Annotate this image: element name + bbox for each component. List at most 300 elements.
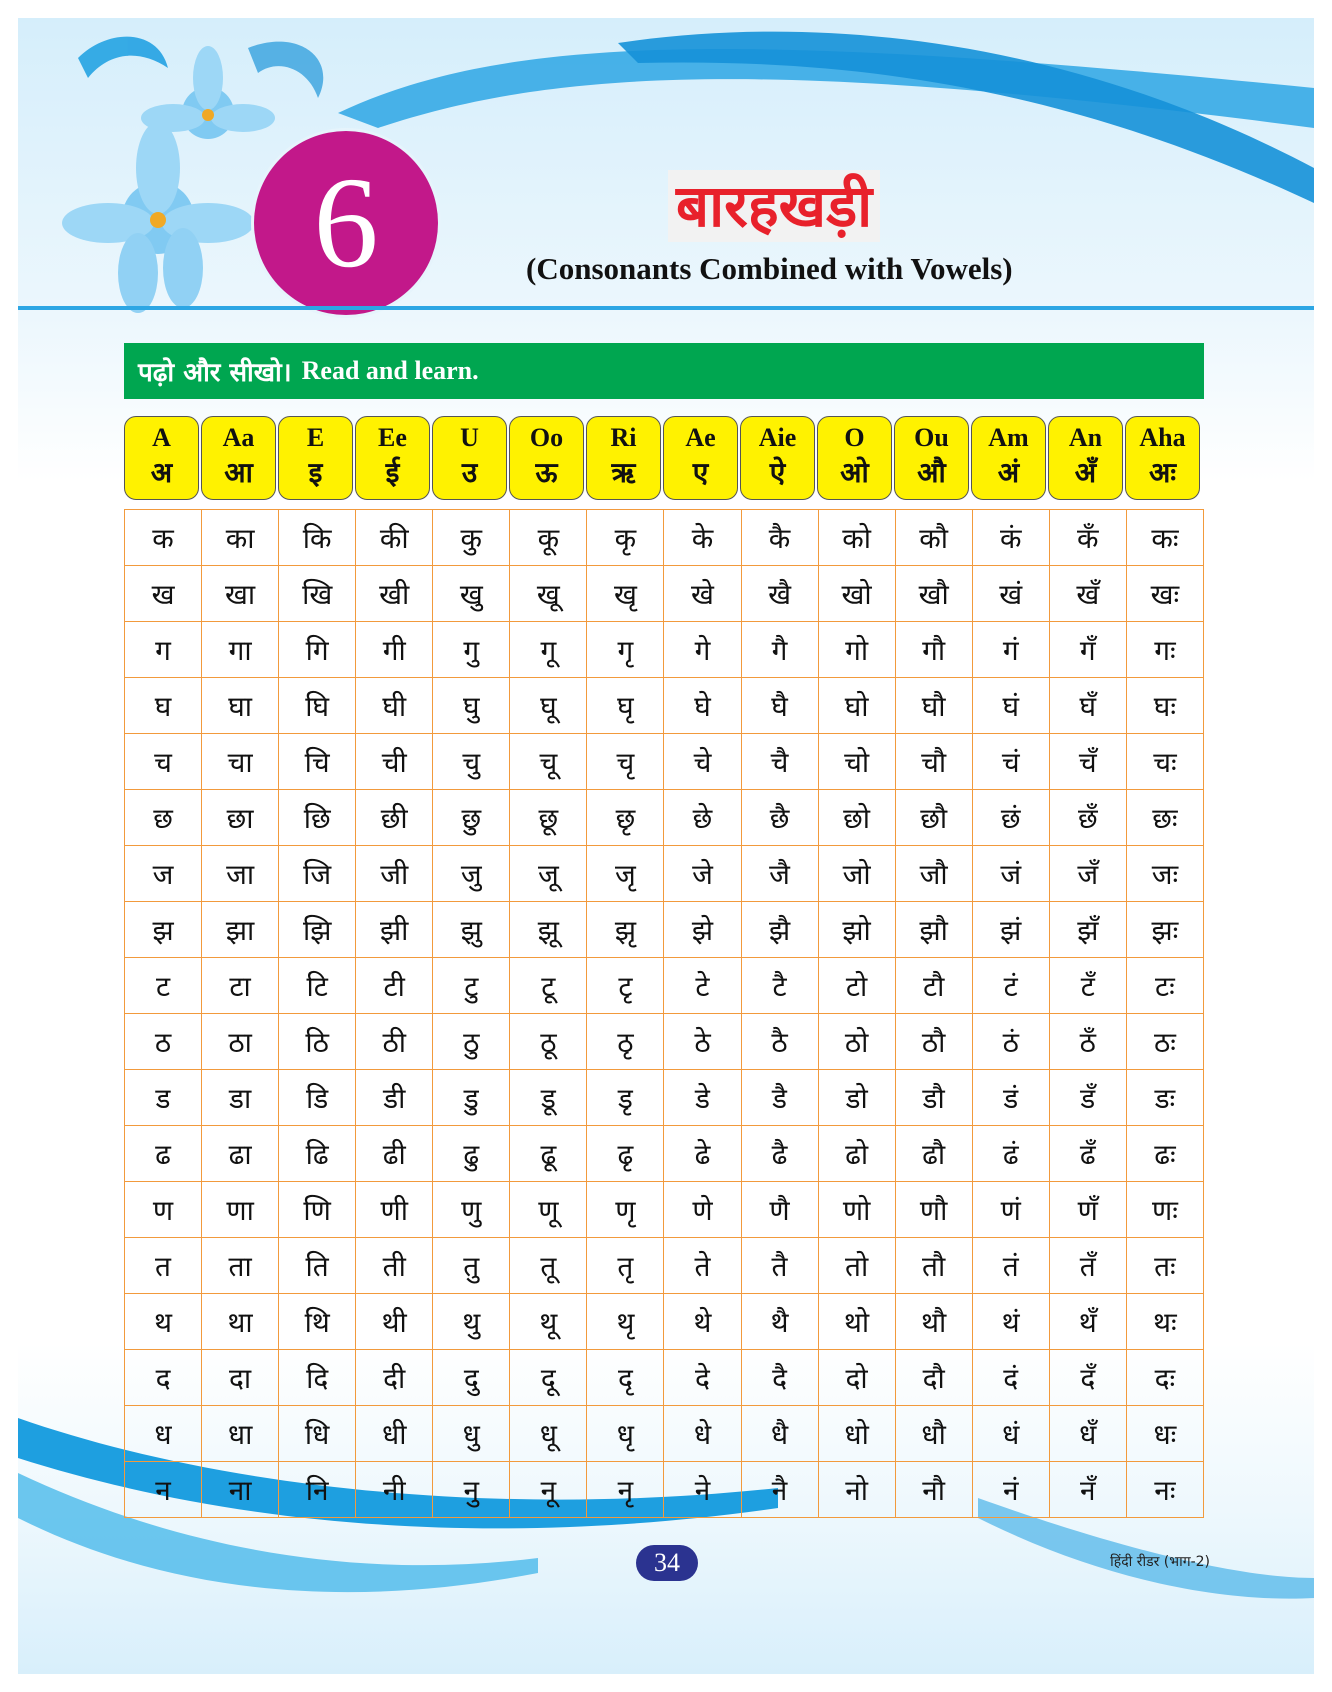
syllable-cell: ते bbox=[664, 1238, 741, 1294]
syllable-cell: झे bbox=[664, 902, 741, 958]
instruction-hindi: पढ़ो और सीखो। bbox=[138, 358, 292, 388]
syllable-cell: चृ bbox=[587, 734, 664, 790]
syllable-cell: कि bbox=[279, 510, 356, 566]
vowel-devanagari: उ bbox=[461, 456, 478, 489]
page-number-badge: 34 bbox=[636, 1545, 698, 1581]
syllable-cell: खः bbox=[1126, 566, 1203, 622]
syllable-cell: डे bbox=[664, 1070, 741, 1126]
syllable-cell: द bbox=[125, 1350, 202, 1406]
page bbox=[18, 18, 1314, 1674]
vowel-roman: Ee bbox=[378, 423, 407, 452]
vowel-cell bbox=[355, 416, 430, 500]
syllable-cell: खि bbox=[279, 566, 356, 622]
syllable-cell: छो bbox=[818, 790, 895, 846]
syllable-cell: टा bbox=[202, 958, 279, 1014]
syllable-cell: जँ bbox=[1049, 846, 1126, 902]
syllable-cell: घः bbox=[1126, 678, 1203, 734]
syllable-cell: घी bbox=[356, 678, 433, 734]
vowel-header-row bbox=[124, 416, 1204, 500]
syllable-cell: दु bbox=[433, 1350, 510, 1406]
syllable-cell: चू bbox=[510, 734, 587, 790]
syllable-cell: कू bbox=[510, 510, 587, 566]
syllable-cell: ठे bbox=[664, 1014, 741, 1070]
syllable-cell: टृ bbox=[587, 958, 664, 1014]
syllable-cell: डा bbox=[202, 1070, 279, 1126]
syllable-cell: टो bbox=[818, 958, 895, 1014]
syllable-cell: दं bbox=[972, 1350, 1049, 1406]
syllable-cell: टि bbox=[279, 958, 356, 1014]
syllable-cell: ढि bbox=[279, 1126, 356, 1182]
syllable-cell: जो bbox=[818, 846, 895, 902]
syllable-cell: तृ bbox=[587, 1238, 664, 1294]
syllable-cell: टौ bbox=[895, 958, 972, 1014]
syllable-cell: जृ bbox=[587, 846, 664, 902]
syllable-cell: टू bbox=[510, 958, 587, 1014]
syllable-cell: तं bbox=[972, 1238, 1049, 1294]
vowel-roman: A bbox=[152, 423, 171, 452]
vowel-devanagari: ई bbox=[385, 456, 400, 489]
syllable-cell: धे bbox=[664, 1406, 741, 1462]
syllable-cell: थी bbox=[356, 1294, 433, 1350]
syllable-cell: णै bbox=[741, 1182, 818, 1238]
instruction-english: Read and learn. bbox=[301, 356, 479, 385]
syllable-cell: जं bbox=[972, 846, 1049, 902]
syllable-cell: ठु bbox=[433, 1014, 510, 1070]
table-row bbox=[125, 678, 1204, 734]
vowel-cell bbox=[740, 416, 815, 500]
syllable-cell: जू bbox=[510, 846, 587, 902]
syllable-cell: कँ bbox=[1049, 510, 1126, 566]
syllable-cell: खे bbox=[664, 566, 741, 622]
syllable-cell: छौ bbox=[895, 790, 972, 846]
vowel-cell bbox=[663, 416, 738, 500]
syllable-cell: नं bbox=[972, 1462, 1049, 1518]
syllable-cell: छे bbox=[664, 790, 741, 846]
syllable-cell: घ bbox=[125, 678, 202, 734]
vowel-devanagari: आ bbox=[224, 456, 253, 489]
syllable-cell: नृ bbox=[587, 1462, 664, 1518]
syllable-cell: झो bbox=[818, 902, 895, 958]
table-row bbox=[125, 902, 1204, 958]
syllable-cell: घृ bbox=[587, 678, 664, 734]
syllable-cell: घं bbox=[972, 678, 1049, 734]
syllable-cell: झ bbox=[125, 902, 202, 958]
syllable-cell: चं bbox=[972, 734, 1049, 790]
vowel-roman: Ri bbox=[610, 423, 637, 452]
syllable-cell: थँ bbox=[1049, 1294, 1126, 1350]
syllable-cell: थे bbox=[664, 1294, 741, 1350]
syllable-cell: चि bbox=[279, 734, 356, 790]
syllable-cell: धः bbox=[1126, 1406, 1203, 1462]
header-divider bbox=[18, 306, 1314, 310]
syllable-cell: णृ bbox=[587, 1182, 664, 1238]
syllable-cell: ना bbox=[202, 1462, 279, 1518]
syllable-cell: गै bbox=[741, 622, 818, 678]
page-title-hindi: बारहखड़ी bbox=[668, 170, 880, 242]
vowel-cell bbox=[201, 416, 276, 500]
syllable-cell: जे bbox=[664, 846, 741, 902]
syllable-cell: गौ bbox=[895, 622, 972, 678]
syllable-cell: ता bbox=[202, 1238, 279, 1294]
syllable-cell: धृ bbox=[587, 1406, 664, 1462]
syllable-cell: ध bbox=[125, 1406, 202, 1462]
syllable-cell: णी bbox=[356, 1182, 433, 1238]
syllable-cell: णं bbox=[972, 1182, 1049, 1238]
syllable-cell: जि bbox=[279, 846, 356, 902]
syllable-cell: टँ bbox=[1049, 958, 1126, 1014]
syllable-cell: णा bbox=[202, 1182, 279, 1238]
vowel-roman: An bbox=[1068, 423, 1103, 452]
syllable-cell: ड bbox=[125, 1070, 202, 1126]
syllable-cell: चौ bbox=[895, 734, 972, 790]
vowel-devanagari: ऊ bbox=[535, 456, 558, 489]
table-row bbox=[125, 566, 1204, 622]
syllable-cell: घै bbox=[741, 678, 818, 734]
vowel-devanagari: औ bbox=[917, 456, 946, 489]
syllable-cell: छू bbox=[510, 790, 587, 846]
syllable-cell: तः bbox=[1126, 1238, 1203, 1294]
syllable-cell: डृ bbox=[587, 1070, 664, 1126]
table-row bbox=[125, 622, 1204, 678]
syllable-cell: गे bbox=[664, 622, 741, 678]
syllable-cell: घु bbox=[433, 678, 510, 734]
syllable-cell: ठं bbox=[972, 1014, 1049, 1070]
syllable-cell: ठा bbox=[202, 1014, 279, 1070]
syllable-cell: कौ bbox=[895, 510, 972, 566]
syllable-cell: घू bbox=[510, 678, 587, 734]
vowel-roman: O bbox=[844, 423, 865, 452]
syllable-cell: थि bbox=[279, 1294, 356, 1350]
syllable-cell: नु bbox=[433, 1462, 510, 1518]
syllable-cell: तू bbox=[510, 1238, 587, 1294]
syllable-cell: डै bbox=[741, 1070, 818, 1126]
syllable-cell: तै bbox=[741, 1238, 818, 1294]
syllable-cell: नि bbox=[279, 1462, 356, 1518]
syllable-cell: का bbox=[202, 510, 279, 566]
syllable-cell: खा bbox=[202, 566, 279, 622]
syllable-cell: ने bbox=[664, 1462, 741, 1518]
vowel-roman: Ou bbox=[914, 423, 949, 452]
syllable-cell: तौ bbox=[895, 1238, 972, 1294]
syllable-cell: धू bbox=[510, 1406, 587, 1462]
vowel-devanagari: अँ bbox=[1074, 456, 1097, 489]
table-row bbox=[125, 1126, 1204, 1182]
syllable-cell: नै bbox=[741, 1462, 818, 1518]
syllable-cell: त bbox=[125, 1238, 202, 1294]
syllable-cell: णः bbox=[1126, 1182, 1203, 1238]
syllable-cell: दे bbox=[664, 1350, 741, 1406]
syllable-cell: झँ bbox=[1049, 902, 1126, 958]
syllable-cell: खु bbox=[433, 566, 510, 622]
syllable-cell: नौ bbox=[895, 1462, 972, 1518]
syllable-cell: दौ bbox=[895, 1350, 972, 1406]
syllable-cell: नी bbox=[356, 1462, 433, 1518]
syllable-cell: णो bbox=[818, 1182, 895, 1238]
syllable-cell: ठू bbox=[510, 1014, 587, 1070]
book-title: हिंदी रीडर (भाग-2) bbox=[1110, 1554, 1210, 1570]
syllable-cell: गि bbox=[279, 622, 356, 678]
syllable-cell: थो bbox=[818, 1294, 895, 1350]
syllable-cell: धो bbox=[818, 1406, 895, 1462]
syllable-cell: झै bbox=[741, 902, 818, 958]
vowel-cell bbox=[1048, 416, 1123, 500]
syllable-cell: थ bbox=[125, 1294, 202, 1350]
syllable-cell: गँ bbox=[1049, 622, 1126, 678]
vowel-roman: Aa bbox=[222, 423, 255, 452]
syllable-cell: ढा bbox=[202, 1126, 279, 1182]
syllable-cell: ख bbox=[125, 566, 202, 622]
syllable-cell: ढं bbox=[972, 1126, 1049, 1182]
syllable-cell: ठ bbox=[125, 1014, 202, 1070]
vowel-roman: Oo bbox=[529, 423, 564, 452]
syllable-cell: ढै bbox=[741, 1126, 818, 1182]
syllable-cell: टे bbox=[664, 958, 741, 1014]
table-row bbox=[125, 1350, 1204, 1406]
vowel-cell bbox=[509, 416, 584, 500]
syllable-cell: ठि bbox=[279, 1014, 356, 1070]
syllable-cell: को bbox=[818, 510, 895, 566]
syllable-cell: दृ bbox=[587, 1350, 664, 1406]
syllable-cell: थै bbox=[741, 1294, 818, 1350]
syllable-cell: दि bbox=[279, 1350, 356, 1406]
syllable-cell: झु bbox=[433, 902, 510, 958]
instruction-bar bbox=[124, 343, 1204, 399]
syllable-cell: णौ bbox=[895, 1182, 972, 1238]
syllable-cell: खँ bbox=[1049, 566, 1126, 622]
syllable-cell: जौ bbox=[895, 846, 972, 902]
syllable-cell: नू bbox=[510, 1462, 587, 1518]
syllable-cell: चै bbox=[741, 734, 818, 790]
syllable-cell: छः bbox=[1126, 790, 1203, 846]
syllable-cell: छ bbox=[125, 790, 202, 846]
syllable-cell: टी bbox=[356, 958, 433, 1014]
syllable-cell: णु bbox=[433, 1182, 510, 1238]
syllable-cell: छा bbox=[202, 790, 279, 846]
syllable-cell: चा bbox=[202, 734, 279, 790]
syllable-cell: झौ bbox=[895, 902, 972, 958]
vowel-roman: Aie bbox=[758, 423, 797, 452]
syllable-cell: छि bbox=[279, 790, 356, 846]
syllable-cell: झू bbox=[510, 902, 587, 958]
syllable-cell: कु bbox=[433, 510, 510, 566]
syllable-cell: ति bbox=[279, 1238, 356, 1294]
syllable-cell: जी bbox=[356, 846, 433, 902]
syllable-cell: खै bbox=[741, 566, 818, 622]
syllable-cell: दँ bbox=[1049, 1350, 1126, 1406]
syllable-cell: णू bbox=[510, 1182, 587, 1238]
syllable-cell: ढँ bbox=[1049, 1126, 1126, 1182]
syllable-cell: ज bbox=[125, 846, 202, 902]
syllable-cell: के bbox=[664, 510, 741, 566]
syllable-cell: छृ bbox=[587, 790, 664, 846]
syllable-cell: थौ bbox=[895, 1294, 972, 1350]
syllable-cell: ढ bbox=[125, 1126, 202, 1182]
syllable-cell: थु bbox=[433, 1294, 510, 1350]
syllable-cell: ठै bbox=[741, 1014, 818, 1070]
syllable-cell: थू bbox=[510, 1294, 587, 1350]
syllable-cell: ठो bbox=[818, 1014, 895, 1070]
table-row bbox=[125, 510, 1204, 566]
syllable-cell: की bbox=[356, 510, 433, 566]
table-row bbox=[125, 734, 1204, 790]
syllable-cell: गो bbox=[818, 622, 895, 678]
syllable-cell: छै bbox=[741, 790, 818, 846]
syllable-cell: धै bbox=[741, 1406, 818, 1462]
table-row bbox=[125, 1070, 1204, 1126]
syllable-cell: ठँ bbox=[1049, 1014, 1126, 1070]
vowel-roman: Aha bbox=[1139, 423, 1186, 452]
syllable-cell: खो bbox=[818, 566, 895, 622]
syllable-cell: तँ bbox=[1049, 1238, 1126, 1294]
vowel-roman: U bbox=[460, 423, 479, 452]
vowel-cell bbox=[894, 416, 969, 500]
syllable-cell: धि bbox=[279, 1406, 356, 1462]
table-row bbox=[125, 1462, 1204, 1518]
syllable-cell: दः bbox=[1126, 1350, 1203, 1406]
syllable-cell: छी bbox=[356, 790, 433, 846]
syllable-cell: णि bbox=[279, 1182, 356, 1238]
vowel-devanagari: इ bbox=[308, 456, 323, 489]
syllable-cell: ठौ bbox=[895, 1014, 972, 1070]
syllable-cell: चँ bbox=[1049, 734, 1126, 790]
syllable-cell: झृ bbox=[587, 902, 664, 958]
vowel-devanagari: अः bbox=[1148, 456, 1177, 489]
vowel-cell bbox=[971, 416, 1046, 500]
syllable-cell: डँ bbox=[1049, 1070, 1126, 1126]
syllable-cell: झी bbox=[356, 902, 433, 958]
syllable-cell: गृ bbox=[587, 622, 664, 678]
vowel-cell bbox=[586, 416, 661, 500]
syllable-cell: चः bbox=[1126, 734, 1203, 790]
syllable-cell: ठृ bbox=[587, 1014, 664, 1070]
syllable-cell: कः bbox=[1126, 510, 1203, 566]
syllable-cell: गू bbox=[510, 622, 587, 678]
syllable-cell: छु bbox=[433, 790, 510, 846]
syllable-cell: ढु bbox=[433, 1126, 510, 1182]
syllable-cell: गं bbox=[972, 622, 1049, 678]
syllable-cell: तो bbox=[818, 1238, 895, 1294]
chapter-number-badge: 6 bbox=[254, 131, 438, 315]
vowel-devanagari: अं bbox=[997, 456, 1020, 489]
syllable-cell: टु bbox=[433, 958, 510, 1014]
vowel-cell bbox=[124, 416, 199, 500]
syllable-cell: डू bbox=[510, 1070, 587, 1126]
syllable-cell: दू bbox=[510, 1350, 587, 1406]
vowel-cell bbox=[432, 416, 507, 500]
syllable-cell: डी bbox=[356, 1070, 433, 1126]
syllable-cell: णे bbox=[664, 1182, 741, 1238]
syllable-cell: गः bbox=[1126, 622, 1203, 678]
syllable-cell: टं bbox=[972, 958, 1049, 1014]
syllable-cell: नँ bbox=[1049, 1462, 1126, 1518]
syllable-cell: झं bbox=[972, 902, 1049, 958]
syllable-cell: तु bbox=[433, 1238, 510, 1294]
vowel-roman: E bbox=[306, 423, 325, 452]
syllable-cell: दो bbox=[818, 1350, 895, 1406]
page-title-english: (Consonants Combined with Vowels) bbox=[526, 251, 1013, 286]
syllable-cell: छँ bbox=[1049, 790, 1126, 846]
syllable-cell: छं bbox=[972, 790, 1049, 846]
syllable-cell: दै bbox=[741, 1350, 818, 1406]
syllable-cell: ती bbox=[356, 1238, 433, 1294]
syllable-cell: कृ bbox=[587, 510, 664, 566]
syllable-cell: चो bbox=[818, 734, 895, 790]
vowel-cell bbox=[817, 416, 892, 500]
syllable-cell: झि bbox=[279, 902, 356, 958]
syllable-cell: ढृ bbox=[587, 1126, 664, 1182]
syllable-cell: खृ bbox=[587, 566, 664, 622]
syllable-cell: ट bbox=[125, 958, 202, 1014]
vowel-cell bbox=[278, 416, 353, 500]
vowel-roman: Ae bbox=[685, 423, 716, 452]
syllable-cell: घो bbox=[818, 678, 895, 734]
syllable-cell: चु bbox=[433, 734, 510, 790]
syllable-cell: धु bbox=[433, 1406, 510, 1462]
syllable-cell: ढो bbox=[818, 1126, 895, 1182]
syllable-cell: खू bbox=[510, 566, 587, 622]
syllable-cell: थृ bbox=[587, 1294, 664, 1350]
syllable-cell: णँ bbox=[1049, 1182, 1126, 1238]
syllable-cell: ढी bbox=[356, 1126, 433, 1182]
table-row bbox=[125, 1294, 1204, 1350]
syllable-cell: थं bbox=[972, 1294, 1049, 1350]
vowel-roman: Am bbox=[988, 423, 1029, 452]
barahkhadi-table bbox=[124, 509, 1204, 1518]
syllable-cell: दी bbox=[356, 1350, 433, 1406]
syllable-cell: जु bbox=[433, 846, 510, 902]
syllable-cell: खं bbox=[972, 566, 1049, 622]
syllable-cell: धी bbox=[356, 1406, 433, 1462]
syllable-cell: घा bbox=[202, 678, 279, 734]
table-row bbox=[125, 846, 1204, 902]
syllable-cell: नो bbox=[818, 1462, 895, 1518]
syllable-cell: धा bbox=[202, 1406, 279, 1462]
syllable-cell: च bbox=[125, 734, 202, 790]
table-row bbox=[125, 1406, 1204, 1462]
syllable-cell: न bbox=[125, 1462, 202, 1518]
syllable-cell: नः bbox=[1126, 1462, 1203, 1518]
syllable-cell: कं bbox=[972, 510, 1049, 566]
vowel-devanagari: ओ bbox=[840, 456, 869, 489]
syllable-cell: खी bbox=[356, 566, 433, 622]
syllable-cell: घँ bbox=[1049, 678, 1126, 734]
vowel-devanagari: ऐ bbox=[769, 456, 786, 489]
table-row bbox=[125, 958, 1204, 1014]
syllable-cell: झा bbox=[202, 902, 279, 958]
syllable-cell: दा bbox=[202, 1350, 279, 1406]
syllable-cell: डः bbox=[1126, 1070, 1203, 1126]
syllable-cell: ठः bbox=[1126, 1014, 1203, 1070]
table-row bbox=[125, 790, 1204, 846]
syllable-cell: डु bbox=[433, 1070, 510, 1126]
syllable-cell: ण bbox=[125, 1182, 202, 1238]
syllable-cell: टः bbox=[1126, 958, 1203, 1014]
syllable-cell: ग bbox=[125, 622, 202, 678]
syllable-cell: कै bbox=[741, 510, 818, 566]
syllable-cell: ढे bbox=[664, 1126, 741, 1182]
syllable-cell: ची bbox=[356, 734, 433, 790]
syllable-cell: डौ bbox=[895, 1070, 972, 1126]
syllable-cell: था bbox=[202, 1294, 279, 1350]
syllable-cell: टै bbox=[741, 958, 818, 1014]
syllable-cell: गी bbox=[356, 622, 433, 678]
syllable-cell: ढू bbox=[510, 1126, 587, 1182]
vowel-cell bbox=[1125, 416, 1200, 500]
syllable-cell: धं bbox=[972, 1406, 1049, 1462]
syllable-cell: क bbox=[125, 510, 202, 566]
vowel-devanagari: ए bbox=[692, 456, 709, 489]
vowel-devanagari: अ bbox=[150, 456, 173, 489]
